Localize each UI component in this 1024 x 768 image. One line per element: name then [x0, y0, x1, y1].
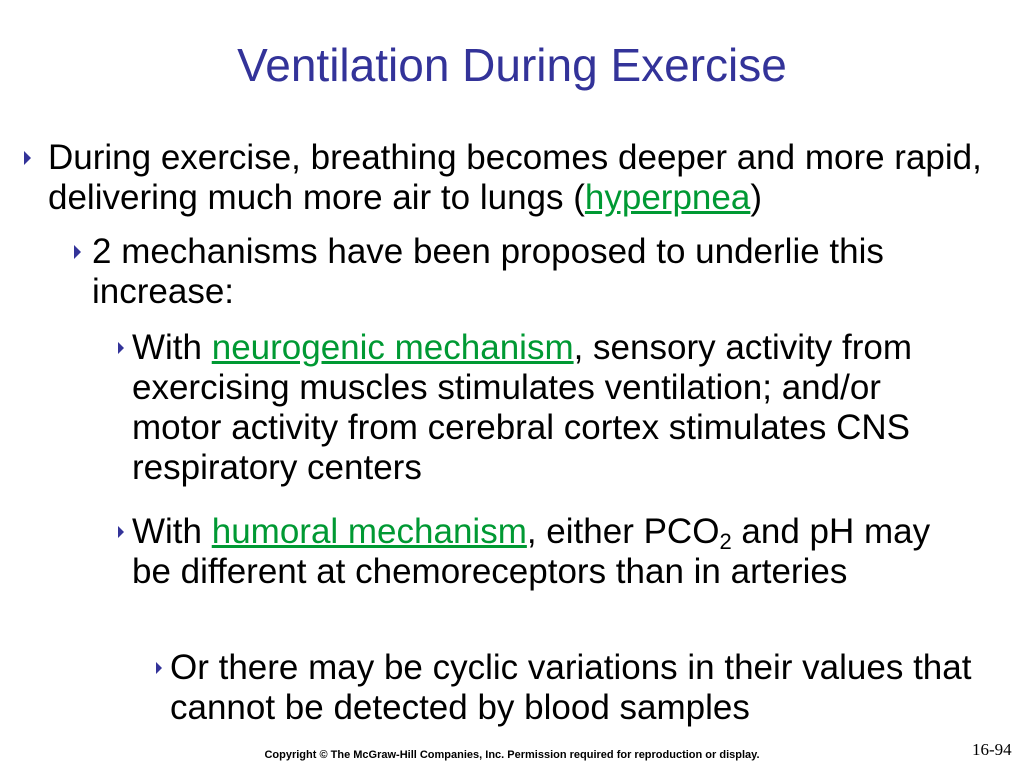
bullet-text-prefix: With: [132, 328, 212, 367]
bullet-level-1: [48, 138, 1008, 218]
triangle-right-icon: [118, 526, 124, 538]
term-neurogenic-mechanism[interactable]: neurogenic mechanism: [211, 328, 574, 367]
term-hyperpnea[interactable]: hyperpnea: [584, 178, 751, 217]
bullet-level-3-humoral: [132, 512, 972, 592]
bullet-level-3-neurogenic: [132, 328, 952, 488]
triangle-right-icon: [24, 151, 31, 165]
bullet-text: 2 mechanisms have been proposed to underlie this increase:: [92, 232, 884, 311]
bullet-text: During exercise, breathing becomes deeper and more rapid, delivering much more air to lungs (: [48, 138, 982, 217]
bullet-text-suffix: , sensory activity from exercising muscles stimulates ventilation; and/or motor activity from cerebral cortex stimulates CNS respiratory centers: [132, 328, 913, 487]
bullet-text-suffix: and pH may be different at chemoreceptors than in arteries: [132, 512, 931, 591]
slide-title: Ventilation During Exercise: [237, 39, 787, 91]
bullet-level-4: [170, 648, 1020, 728]
triangle-right-icon: [156, 662, 162, 674]
bullet-text-suffix: ): [750, 178, 762, 217]
subscript-2: 2: [719, 529, 732, 554]
bullet-text: Or there may be cyclic variations in their values that cannot be detected by blood samples: [170, 648, 972, 727]
bullet-text-prefix: With: [132, 512, 212, 551]
triangle-right-icon: [118, 342, 124, 354]
bullet-level-2: [92, 232, 1012, 312]
copyright-footer: Copyright © The McGraw-Hill Companies, Inc. Permission required for reproduction or display.: [264, 749, 760, 761]
term-humoral-mechanism[interactable]: humoral mechanism: [211, 512, 527, 551]
triangle-right-icon: [74, 245, 81, 259]
page-number: 16-94: [972, 740, 1012, 759]
bullet-text-middle: , either PCO: [526, 512, 720, 551]
